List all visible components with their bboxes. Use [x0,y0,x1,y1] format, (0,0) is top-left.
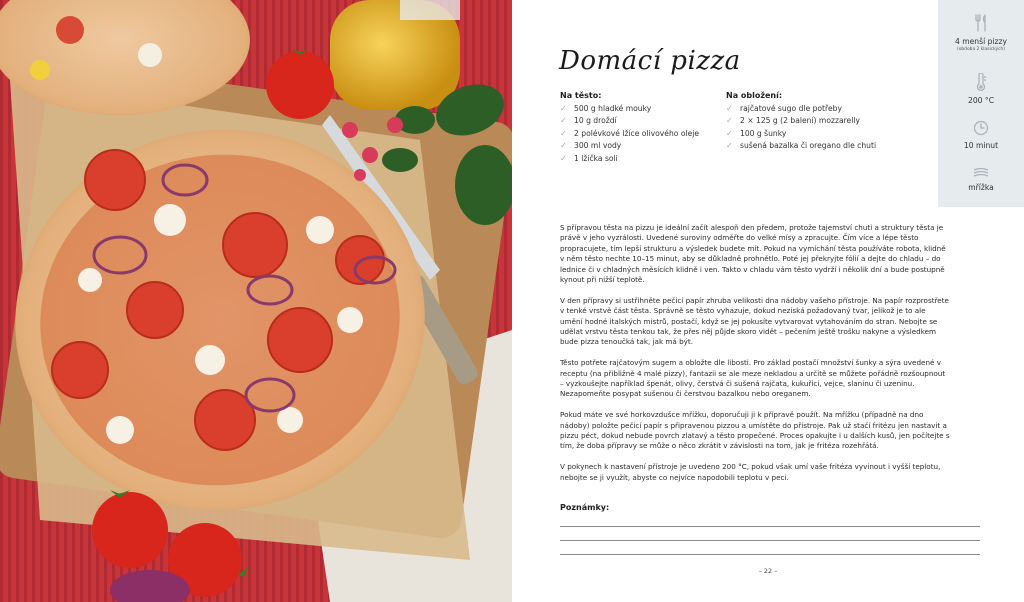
ingredient-label: 500 g hladké mouky [574,104,652,113]
check-icon: ✓ [726,141,733,151]
cutlery-icon [973,14,989,32]
ingredient-item [560,103,725,115]
ingredient-label: 1 lžička soli [574,153,618,163]
ingredient-label: 2 × 125 g (2 balení) mozzarelly [740,116,860,126]
clock-icon [973,120,989,136]
instruction-paragraph: V pokynech k nastavení přístroje je uvedeno 200 °C, pokud však umí vaše fritéza vyvinout i vyšší teplotu, nebojte se ji využít, abyste co nejvíce napodobili teplotu v peci. [560,462,941,482]
temperature-info [938,73,1024,105]
check-icon: ✓ [726,104,733,113]
accessory-value: mřížka [968,183,994,192]
check-icon: ✓ [726,128,733,138]
check-icon: ✓ [560,104,567,113]
note-line [560,554,980,555]
recipe-title: Domácí pizza [559,46,741,76]
instructions [560,223,950,493]
topping-ingredient-list [726,103,931,153]
instruction-paragraph: V den přípravy si ustřihněte pečicí papír zhruba velikosti dna nádoby vašeho přístroje. Na papír rozprostřete v tenké vrstvě část těsta. Správně se těsto vyhazuje, dokud nezíská požadovaný tvar, jelikož je to ale umění hodné italských mistrů, postačí, když se jej pokusíte vytvarovat vytahováním do stran. Nebojte se udělat vrstvu těsta tenkou tak, že přes něj půjde skoro vidět – pečením ještě trošku nakyne a výsledkem bude pizza tenoučká tak, jak má být. [560,295,949,347]
ingredient-item [726,103,931,115]
notes-label: Poznámky: [560,503,610,512]
note-line [560,540,980,541]
instruction-paragraph: S přípravou těsta na pizzu je ideální začít alespoň den předem, protože tajemství chuti a struktury těsta je právě v jeho vyzrálosti. Uvedené suroviny odměřte do velké mísy a zpracujte. Čím více a lépe těsto propracujete, tím lepší strukturu a výsledek budete mít. Pokud na vymíchání těsta používáte robota, klidně v něm těsto nechte 10–15 minut, aby se důkladně prohnětlo. Poté jej překryjte fólií a dejte do chladu – do lednice či v chladných měsících klidně i ven. Takto v chladu vám těsto vydrží i několik dní a bude postupně kynout při nižší teplotě. [560,223,946,285]
ingredient-label: 10 g droždí [574,116,617,126]
thermometer-icon [974,73,988,91]
recipe-info-sidebar [938,0,1024,207]
ingredient-item [560,115,725,127]
ingredient-label: sušená bazalka či oregano dle chuti [740,141,877,151]
time-info [938,120,1024,150]
temperature-value: 200 °C [967,96,994,105]
check-icon: ✓ [560,116,567,126]
ingredient-item [560,140,725,152]
ingredient-label: 2 polévkové lžíce olivového oleje [574,128,700,138]
time-value: 10 minut [963,141,999,150]
ingredient-label: 100 g šunky [740,128,787,138]
ingredient-label: 300 ml vody [574,141,622,151]
accessory-info [938,168,1024,192]
check-icon: ✓ [726,116,733,126]
note-line [560,526,980,527]
page-number: – 22 – [758,567,778,575]
ingredient-item [726,140,931,152]
servings-subtext: (obdoba 2 klasických) [957,47,1005,52]
ingredient-item [726,128,931,140]
ingredient-item [560,153,725,165]
grill-rack-icon [972,168,990,178]
dough-heading: Na těsto: [560,91,602,100]
check-icon: ✓ [560,141,567,151]
check-icon: ✓ [560,128,567,138]
ingredient-label: rajčatové sugo dle potřeby [740,104,842,113]
ingredient-item [726,115,931,127]
servings-info [938,14,1024,52]
recipe-page [512,0,1024,602]
topping-heading: Na obložení: [726,91,783,100]
instruction-paragraph: Těsto potřete rajčatovým sugem a obložte dle libosti. Pro základ postačí množství šunky a sýra uvedené v receptu (na přibližně 4 malé pizzy), fantazii se ale meze nekladou a určitě se můžete pořádně rozšoupnout – vyzkoušejte například špenát, olivy, čerstvá či sušená rajčata, kukuřici, vejce, slaninu či uzeninu. Nezapomeňte posypat sušenou či čerstvou bazalkou nebo oreganem. [560,358,946,399]
servings-value: 4 menší pizzy [954,37,1007,46]
dough-ingredient-list [560,103,725,165]
check-icon: ✓ [560,153,567,163]
ingredient-item [560,128,725,140]
instruction-paragraph: Pokud máte ve své horkovzdušce mřížku, doporučuji ji k přípravě použít. Na mřížku (případně na dno nádoby) položte pečicí papír s připravenou pizzou a umístěte do přístroje. Pak už stačí fritézu jen nastavit a pizzu péct, dokud nebude povrch zlatavý a těsto propečené. Proces opakujte i u dalších kusů, jen počítejte s tím, že doba přípravy se může o něco zkrátit v závislosti na tom, jak je fritéza rozehřátá. [560,410,950,451]
